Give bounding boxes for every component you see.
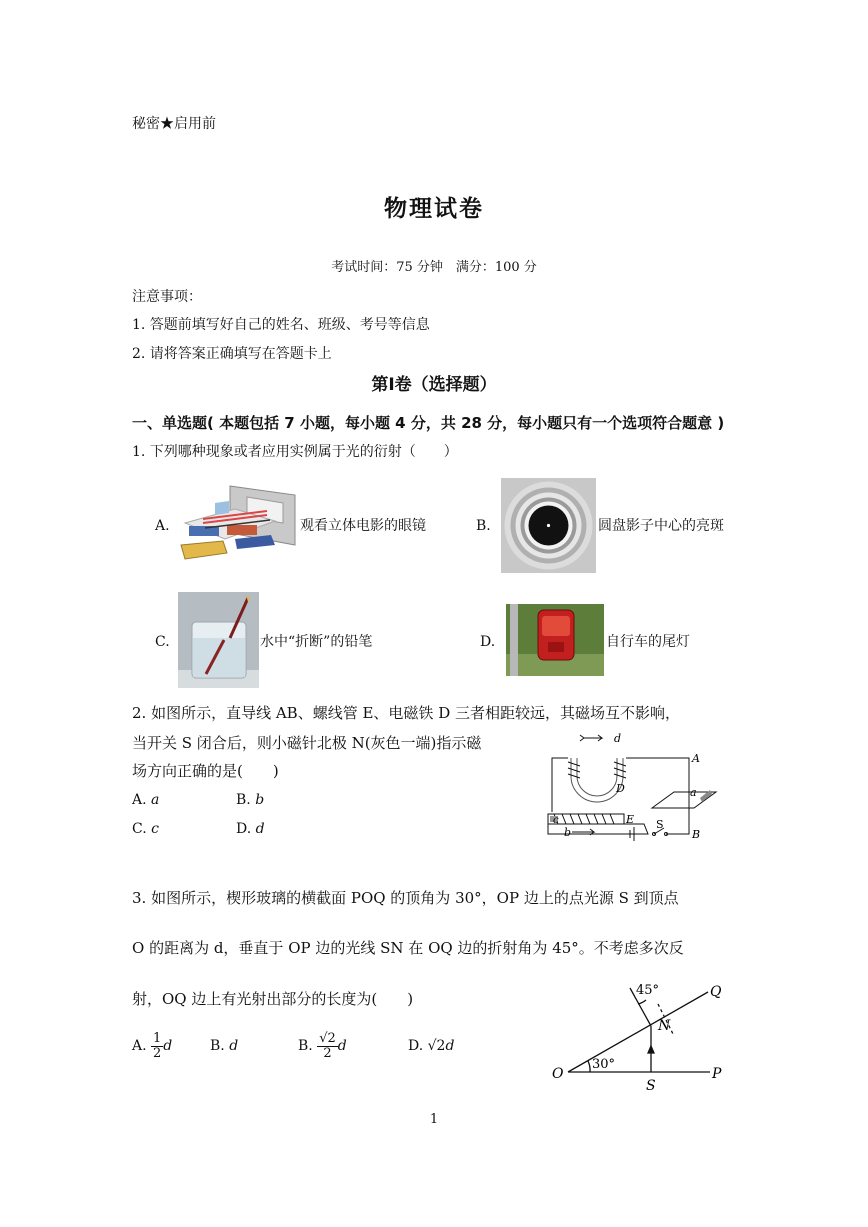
- fig3-label-P: P: [712, 1066, 722, 1082]
- section-heading: 第Ⅰ卷（选择题）: [371, 375, 497, 395]
- q1-option-a-text: 观看立体电影的眼镜: [300, 518, 426, 534]
- q1-image-poisson-spot: [501, 478, 596, 573]
- fig2-label-S: S: [656, 818, 664, 831]
- q2-stem-line2: 当开关 S 闭合后，则小磁针北极 N(灰色一端)指示磁: [132, 734, 482, 752]
- fig2-label-d: d: [614, 732, 622, 745]
- notes-heading: 注意事项：: [132, 289, 202, 305]
- fig3-label-angle45: 45°: [636, 983, 660, 998]
- q1-stem: 1. 下列哪种现象或者应用实例属于光的衍射（ ）: [132, 444, 458, 460]
- page-title: 物理试卷: [384, 196, 484, 222]
- q3-prism-figure: [548, 974, 734, 1094]
- q1-option-d-letter: D.: [480, 634, 496, 650]
- exam-meta: 考试时间：75 分钟 满分：100 分: [331, 260, 537, 275]
- q3-option-a: A. $\frac{1}{2}$ d: [132, 1030, 173, 1061]
- fig3-label-S: S: [646, 1078, 656, 1094]
- q1-option-d-text: 自行车的尾灯: [606, 634, 690, 650]
- q1-image-pencil-in-water: [178, 592, 259, 688]
- fig3-label-O: O: [552, 1066, 564, 1082]
- q2-stem-line3: 场方向正确的是( ): [132, 762, 279, 780]
- q1-image-3d-glasses: [175, 483, 299, 563]
- q2-option-a: A. a: [132, 792, 160, 808]
- confidential-mark: 秘密★启用前: [132, 116, 216, 132]
- q1-image-bike-tail-light: [506, 604, 604, 676]
- mcq-heading: 一、单选题( 本题包括 7 小题，每小题 4 分，共 28 分，每小题只有一个选项符合题意 ): [132, 414, 725, 432]
- q3-stem-line3: 射，OQ 边上有光射出部分的长度为( ): [132, 990, 414, 1008]
- fig2-label-c: c: [553, 815, 559, 826]
- q3-stem-line1: 3. 如图所示，楔形玻璃的横截面 POQ 的顶角为 30°，OP 边上的点光源 S 到顶点: [132, 889, 679, 907]
- fig3-label-angle30: 30°: [592, 1057, 616, 1072]
- page-number: 1: [429, 1112, 439, 1127]
- q2-circuit-figure: [544, 728, 728, 850]
- q1-option-b-letter: B.: [476, 518, 491, 534]
- fig2-label-a: a: [690, 786, 697, 799]
- q3-stem-line2: O 的距离为 d，垂直于 OP 边的光线 SN 在 OQ 边的折射角为 45°。不考虑多次反: [132, 939, 684, 957]
- q2-stem-line1: 2. 如图所示，直导线 AB、螺线管 E、电磁铁 D 三者相距较远，其磁场互不影响，: [132, 704, 680, 722]
- q2-option-b: B. b: [236, 792, 265, 808]
- fig3-label-Q: Q: [710, 984, 722, 1000]
- fig3-label-N: N: [658, 1018, 671, 1034]
- note-item: 1. 答题前填写好自己的姓名、班级、考号等信息: [132, 317, 430, 333]
- note-item: 2. 请将答案正确填写在答题卡上: [132, 346, 332, 362]
- fig2-label-b: b: [564, 826, 572, 839]
- fig2-label-E: E: [626, 813, 635, 826]
- fig2-label-A: A: [692, 752, 700, 765]
- q1-option-c-text: 水中“折断”的铅笔: [260, 634, 373, 650]
- q2-option-d: D. d: [236, 821, 265, 837]
- q1-option-c-letter: C.: [155, 634, 170, 650]
- q2-option-c: C. c: [132, 821, 159, 837]
- q3-option-b: B. d: [210, 1038, 239, 1054]
- fig2-label-D: D: [616, 782, 625, 795]
- q3-option-d: D. √2d: [408, 1038, 455, 1054]
- fig2-label-B: B: [692, 828, 701, 841]
- q1-option-b-text: 圆盘影子中心的亮斑: [598, 518, 724, 534]
- q3-option-c: B. $\frac{√2}{2}$ d: [298, 1030, 347, 1061]
- q1-option-a-letter: A.: [155, 518, 170, 534]
